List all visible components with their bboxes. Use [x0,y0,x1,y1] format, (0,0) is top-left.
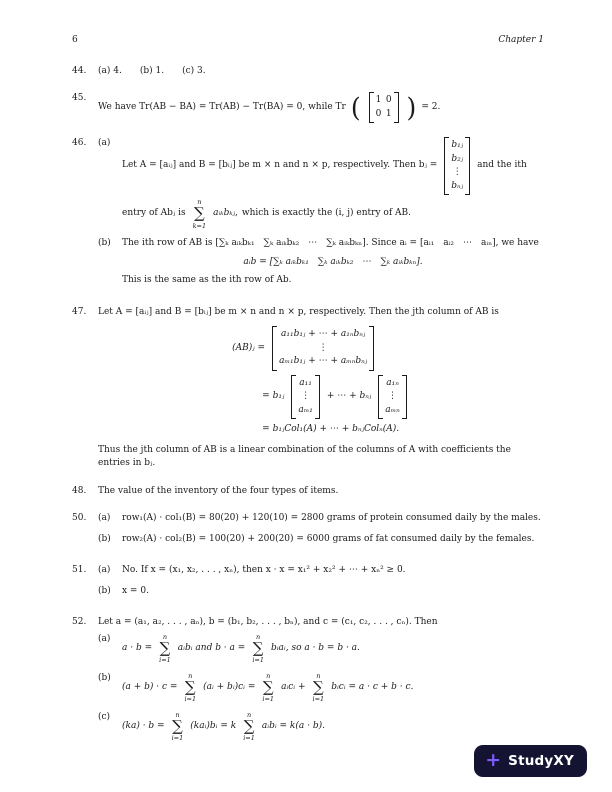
equation-line [122,633,544,665]
sum-body: aᵢₖbₖⱼ, [213,208,238,219]
problem-body [98,616,544,750]
part-46a [98,137,544,233]
summation [313,672,325,704]
equation-text: aᵢb = [∑ₖ aᵢₖbₖ₁ ∑ₖ aᵢₖbₖ₂ ⋯ ∑ₖ aᵢₖbₖₙ]. [243,256,423,267]
equation-text: (ka) · b = [122,720,165,731]
display-equation [122,256,544,270]
equation-text: a · b = [122,642,153,653]
right-paren-delimiter: ) [406,92,417,123]
problem-number: 50. [72,513,87,523]
sum-lower-limit: i=1 [312,695,325,704]
solution-text: Let A = [aᵢⱼ] and B = [bᵢⱼ] be m × n and n × p, respectively. Then bⱼ = [122,160,438,171]
problem-51 [72,564,544,605]
part-52c [98,711,544,746]
sigma-symbol: ∑ [194,204,205,223]
solution-text: Thus the jth column of AB is a linear combination of the columns of A with coefficients the entries in bⱼ. [98,444,511,468]
sigma-symbol: ∑ [252,638,264,657]
matrix-row: a₁₁b₁ⱼ + ⋯ + a₁ₙbₙⱼ [281,329,366,339]
part-51a [98,564,544,581]
equation-text: + ⋯ + bₙⱼ [326,391,372,401]
chapter-title: Chapter 1 [498,35,544,45]
sum-upper-limit: n [188,671,193,680]
solution-text: Let a = (a₁, a₂, . . . , aₙ), b = (b₁, b₂, . . . , bₙ), and c = (c₁, c₂, . . . , cₙ). Then [98,617,438,627]
sum-upper-limit: n [197,198,202,206]
problem-body [98,512,544,553]
matrix-row: bₙⱼ [451,180,464,191]
equation-text: bᵢaᵢ, so a · b = b · a. [270,642,360,653]
part-label: (b) [98,238,111,248]
matrix-row: 1 0 [375,95,392,105]
summation [252,633,264,665]
problem-52 [72,616,544,750]
problem-body [98,564,544,605]
equation-column [232,324,410,439]
problem-body [98,137,544,295]
solution-text: row₂(A) · col₂(B) = 100(20) + 200(20) = 6000 grams of fat consumed daily by the females. [122,533,535,544]
problem-number: 44. [72,65,87,76]
solution-line [122,198,544,230]
solution-text: which is exactly the (i, j) entry of AB. [241,208,412,219]
sum-lower-limit: i=1 [159,656,171,665]
sum-lower-limit: i=1 [184,695,197,704]
problem-body [98,485,544,502]
column-1-of-A [291,375,320,420]
vertical-dots: ⋮ [318,342,328,353]
problem-46 [72,137,544,295]
sum-upper-limit: n [256,632,261,641]
plus-icon: + [485,749,502,772]
problem-45 [72,92,544,126]
problem-body [98,306,544,474]
solution-text: entry of Abⱼ is [122,208,186,219]
equation-lhs: (AB)ⱼ = [232,342,266,353]
product-column-matrix [272,326,374,371]
part-label: (b) [98,585,111,596]
sigma-symbol: ∑ [312,677,324,696]
equation-line [262,423,410,437]
problem-44 [72,65,544,82]
problem-body [98,65,544,82]
summation [193,198,207,230]
problem-number: 45. [72,93,87,103]
problem-47 [72,306,544,474]
sum-upper-limit: n [162,632,168,641]
sigma-symbol: ∑ [262,677,274,696]
vertical-dots: ⋮ [301,391,311,401]
sum-lower-limit: i=1 [262,695,275,704]
matrix-row: aₘₙ [385,404,400,415]
solution-text: row₁(A) · col₁(B) = 80(20) + 120(10) = 2800 grams of protein consumed daily by the males. [122,513,541,523]
vertical-dots: ⋮ [452,167,462,177]
solution-text: Let A = [aᵢⱼ] and B = [bᵢⱼ] be m × n and n × p, respectively. Then the jth column of AB is [98,306,499,317]
solution-text: No. If x = (x₁, x₂, . . . , xₙ), then x · x = x₁² + x₂² + ⋯ + xₙ² ≥ 0. [122,565,406,575]
sum-upper-limit: n [246,710,252,719]
matrix-row: b₂ⱼ [451,153,464,164]
part-label: (b) [98,672,111,683]
solution-line [122,137,544,195]
column-n-of-A [378,375,407,420]
matrix-row: aₘ₁b₁ⱼ + ⋯ + aₘₙbₙⱼ [279,356,368,366]
problem-number: 51. [72,565,87,575]
answer-44c: (c) 3. [182,65,206,76]
solution-text: The value of the inventory of the four types of items. [98,485,339,496]
sum-upper-limit: n [266,671,271,680]
equation-text: aᵢbᵢ = k(a · b). [261,720,325,731]
sum-lower-limit: i=1 [252,656,264,665]
studyxy-logo [474,745,587,777]
equation-text: (kaᵢ)bᵢ = k [190,720,237,731]
solutions-content [72,34,544,761]
brand-name: StudyXY [508,752,574,769]
problem-50 [72,512,544,553]
summation [184,672,196,704]
solution-line [98,92,544,123]
summation [159,633,171,665]
sum-upper-limit: n [316,671,321,680]
equation-text: aᵢcᵢ + [281,681,306,692]
solution-text: We have Tr(AB − BA) = Tr(AB) − Tr(BA) = 0, while Tr [98,101,346,112]
problem-number: 47. [72,306,87,317]
sigma-symbol: ∑ [172,716,183,735]
part-label: (c) [98,711,111,722]
sum-lower-limit: i=1 [243,734,255,743]
sigma-symbol: ∑ [243,716,255,735]
part-label: (a) [98,513,111,523]
sigma-symbol: ∑ [159,638,171,657]
summation [243,711,255,743]
solution-text: This is the same as the ith row of Ab. [122,275,292,285]
sum-lower-limit: k=1 [192,221,207,230]
equation-line [122,711,544,743]
column-vector-bj [444,137,470,195]
summation [262,672,274,704]
part-46b [98,237,544,291]
part-52b [98,672,544,707]
problem-number: 48. [72,485,87,496]
problem-body [98,92,544,126]
matrix-row: b₁ⱼ [451,140,464,150]
solution-text: and the ith [477,160,527,171]
matrix-row: 0 1 [375,108,392,119]
matrix-row: a₁ₙ [386,377,399,388]
equation-text: = b₁ⱼCol₁(A) + ⋯ + bₙⱼColₙ(A). [262,424,400,434]
solution-text: The ith row of AB is [∑ₖ aᵢₖbₖ₁ ∑ₖ aᵢₖbₖ₂ ⋯ ∑ₖ aᵢₖbₖₙ]. Since aᵢ = [aᵢ₁ aᵢ₂ ⋯ aᵢₙ], we have [122,238,539,248]
solution-text: x = 0. [122,585,149,596]
page-header [72,34,544,48]
answer-44a: (a) 4. [98,65,122,76]
equation-line [122,672,544,704]
part-51b [98,585,544,602]
answer-44b: (b) 1. [139,65,165,76]
problem-48 [72,485,544,502]
display-equation [98,324,544,439]
left-paren-delimiter: ( [350,92,361,123]
equation-text: (aᵢ + bᵢ)cᵢ = [203,681,256,692]
matrix-row: aₘ₁ [298,404,313,415]
equation-text: aᵢbᵢ and b · a = [177,642,246,653]
part-50a [98,512,544,529]
summation [172,711,184,743]
vertical-dots: ⋮ [388,391,398,401]
equation-text: (a + b) · c = [122,681,178,692]
sigma-symbol: ∑ [184,677,196,696]
equation-line [262,375,410,420]
sum-lower-limit: i=1 [171,734,184,743]
part-label: (a) [98,633,111,644]
equation-text: bᵢcᵢ = a · c + b · c. [331,681,414,692]
problem-number: 46. [72,138,87,148]
equation-line [232,326,410,371]
part-body [122,237,544,291]
equation-text: = b₁ⱼ [262,391,285,401]
solution-text: = 2. [421,101,441,112]
part-body [122,137,544,233]
matrix-row: a₁₁ [299,377,312,388]
page-number: 6 [72,35,78,45]
part-50b [98,533,544,550]
sum-upper-limit: n [175,710,180,719]
part-label: (a) [98,565,111,575]
part-52a [98,633,544,668]
answer-line [98,65,544,79]
identity-matrix [369,92,399,123]
part-label: (a) [98,138,111,148]
part-label: (b) [98,533,111,544]
problem-number: 52. [72,617,87,627]
